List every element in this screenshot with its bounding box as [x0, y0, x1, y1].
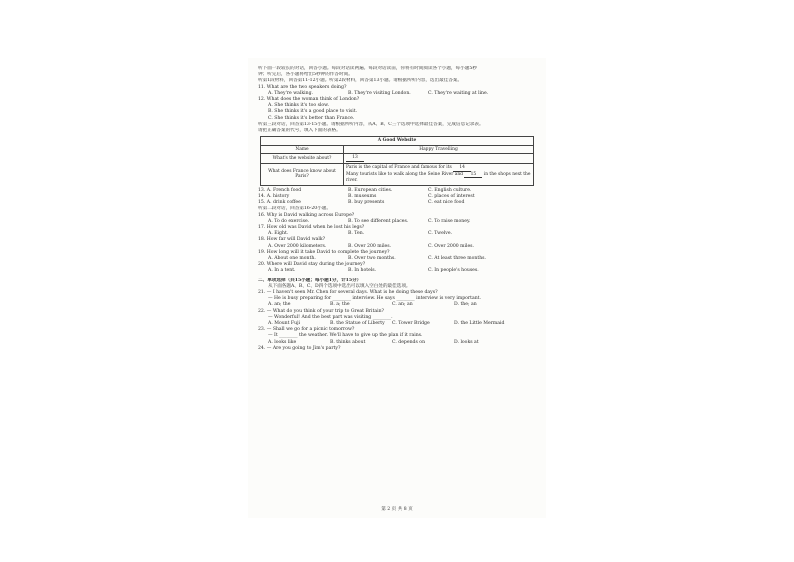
option-c: C. Over 2000 miles.	[428, 243, 474, 249]
table-row1-label: What's the website about?	[261, 154, 344, 164]
question-17-stem: 17. How old was David when he lost his legs?	[258, 225, 365, 231]
question-23-line-2: — It ________ the weather. We'll have to give up the plan if it rains.	[268, 333, 423, 339]
table-name-label: Name	[261, 145, 344, 154]
intro-line-3: 听第1段材料，回答第11-12小题。听第2段材料，回答第13小题。请根据所听内容，选出最佳答案。	[258, 78, 463, 84]
intro-line-1: 听下面一段较长的对话，回答小题。每段对话读两遍。每段对话读前，你将有时间阅读各个小题，每小题5秒	[258, 66, 477, 71]
option-a: A. To do exercise.	[268, 218, 310, 224]
option-b: B. a; the	[330, 302, 350, 308]
option-c: C. eat nice food	[428, 200, 465, 206]
question-12-stem: 12. What does the woman think of London?	[258, 97, 360, 103]
exam-page	[248, 58, 546, 518]
instruction-13-line-1: 听第三段对话，回答第13-15小题。请根据所听内容，从A、B、C三个选项中选择最佳答案，完成信息记录表。	[258, 121, 484, 127]
question-20-options	[258, 268, 538, 274]
row2-text-b: Many tourists like to walk along the Seine River and	[346, 171, 463, 177]
website-info-table	[260, 136, 534, 186]
option-d: D. looks at	[454, 339, 479, 345]
option-a: 14. A. history	[258, 194, 290, 199]
instruction-13-line-2: 请把正确答案的代号，填入下面的表格。	[258, 128, 341, 134]
option-b: B. She thinks it's a good place to visit.	[268, 109, 358, 115]
option-b: B. European cities.	[348, 187, 393, 193]
question-22-stem: 22. — What do you think of your trip to Great Britain?	[258, 308, 384, 314]
option-b: B. the Statue of Liberty	[330, 321, 385, 327]
blank-13: 13	[346, 155, 364, 162]
option-a: A. looks like	[268, 339, 297, 345]
option-a: A. In a tent.	[268, 268, 296, 274]
question-24-stem: 24. — Are you going to Jim's party?	[258, 345, 341, 351]
option-a: A. She thinks it's too slow.	[268, 103, 330, 109]
option-a: 15. A. drink coffee	[258, 200, 301, 206]
question-21-stem: 21. — I haven't seen Mr. Chen for several days. What is he doing these days?	[258, 290, 438, 296]
instruction-16: 听第二段对话，回答第16-20小题。	[258, 206, 331, 212]
option-b: B. Over 200 miles.	[348, 243, 392, 249]
option-c: C. depends on	[392, 339, 426, 345]
option-d: D. the; an	[454, 302, 477, 308]
question-21-options	[258, 302, 538, 308]
table-row2-cell	[344, 164, 534, 186]
option-d: D. the Little Mermaid	[454, 321, 505, 327]
question-22-line-2: — Wonderful! And the best part was visiting ________.	[268, 314, 393, 320]
option-c: C. Tower Bridge	[392, 321, 430, 327]
option-b: B. They're visiting London.	[348, 90, 411, 96]
option-b: B. In hotels.	[348, 268, 377, 274]
option-b: B. thinks about	[330, 339, 366, 345]
blank-15: 15	[464, 172, 482, 179]
option-a: 13. A. French food	[258, 187, 302, 193]
question-23-options	[258, 340, 538, 346]
option-c: C. To raise money.	[428, 218, 471, 224]
row2-text-c: in the shops next the river.	[346, 171, 531, 184]
section-2-heading: 二、单项选择（共15小题；每小题1分，计15分）	[258, 277, 362, 283]
option-a: A. About one month.	[268, 256, 316, 262]
option-c: C. places of interest	[428, 194, 475, 199]
question-11-stem: 11. What are the two speakers doing?	[258, 84, 347, 90]
question-18-options	[258, 244, 538, 250]
option-a: A. an; the	[268, 302, 291, 308]
option-a: A. Eight.	[268, 231, 289, 237]
option-b: B. Over two months.	[348, 256, 396, 262]
option-c: C. English culture.	[428, 187, 472, 193]
option-b: B. buy presents	[348, 200, 385, 206]
option-b: B. Ten.	[348, 231, 365, 237]
table-row2-label: What does France know about Paris?	[261, 164, 344, 186]
option-a: A. Over 2000 kilometers.	[268, 243, 327, 249]
table-name-value: Happy Travelling	[344, 145, 534, 154]
option-a: A. Mount Fuji	[268, 321, 300, 327]
table-title: A Good Website	[261, 137, 534, 146]
page-content	[258, 66, 538, 352]
option-c: C. They're waiting at line.	[428, 90, 489, 96]
question-18-stem: 18. How far will David walk?	[258, 237, 326, 243]
question-20-stem: 20. Where will David stay during the journey?	[258, 262, 366, 268]
option-c: C. She thinks it's better than France.	[268, 115, 355, 121]
option-b: B. museums	[348, 194, 377, 199]
table-row1-cell	[344, 154, 534, 164]
option-a: A. They're walking.	[268, 90, 313, 96]
option-c: C. At least three months.	[428, 256, 487, 262]
row2-text-a: Paris is the capital of France and famous for its	[346, 165, 452, 171]
page-footer: 第 2 页 共 8 页	[381, 507, 413, 512]
question-21-line-2: — He is busy preparing for ________ interview. He says ________ interview is very important.	[268, 296, 481, 302]
option-c: C. In people's houses.	[428, 268, 479, 274]
question-23-stem: 23. — Shall we go for a picnic tomorrow?	[258, 327, 355, 333]
option-c: C. an; an	[392, 302, 413, 308]
blank-14: 14	[453, 165, 471, 172]
option-b: B. To see different places.	[348, 218, 409, 224]
intro-line-2: 钟；听完后，各小题将给出5秒钟的作答时间。	[258, 72, 353, 78]
question-16-stem: 16. Why is David walking across Europe?	[258, 212, 355, 218]
question-19-stem: 19. How long will it take David to complete the journey?	[258, 249, 390, 255]
section-2-instruction: 从下面各题A、B、C、D四个选项中选出可以填入空白处的最佳选项。	[268, 283, 411, 289]
option-c: C. Twelve.	[428, 231, 453, 237]
